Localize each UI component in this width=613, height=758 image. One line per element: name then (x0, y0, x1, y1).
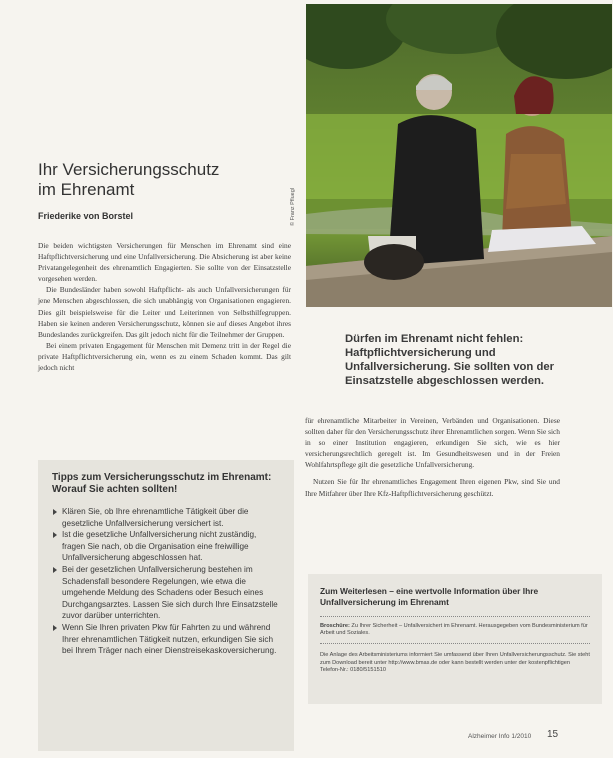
info-divider (320, 616, 590, 617)
brochure-text: Zu Ihrer Sicherheit – Unfallversichert im Ehrenamt. Herausgegeben vom Bundesministerium für Arbeit und Soziales. (320, 623, 588, 637)
pull-quote: Dürfen im Ehrenamt nicht fehlen: Haftpflichtversicherung und Unfallversicherung. Sie sollten von der Einsatzstelle abgeschlossen werden. (345, 333, 555, 387)
title-line-1: Ihr Versicherungsschutz (38, 160, 220, 179)
info-divider (320, 643, 590, 644)
couple-bench-photo (306, 4, 612, 307)
right-paragraph-1: für ehrenamtliche Mitarbeiter in Vereinen, Verbänden und Organisationen. Diese sollten daher für den Versicherungsschutz ihrer Ehrenamtlichen sorgen. Wenn Sie sich in so einer Institution engagieren, erkundigen Sie sich, wie es hier versicherungsrechtlich geregelt ist. Im Gesundheitswesen und in der Freien Wohlfahrtspflege gilt die gesetzliche Unfallversicherung. (305, 416, 560, 470)
left-column-text (38, 240, 291, 373)
photo-credit: © Franz Pfluegl (290, 188, 296, 226)
article-title (38, 160, 288, 200)
right-paragraph-2: Nutzen Sie für Ihr ehrenamtliches Engagement Ihren eigenen Pkw, sind Sie und Ihre Mitfahrer über Ihre Kfz-Haftpflichtversicherung geschützt. (305, 477, 560, 498)
further-reading-box (308, 574, 602, 704)
article-author: Friederike von Borstel (38, 211, 134, 221)
page-number: 15 (547, 729, 559, 740)
left-paragraph-2: Die Bundesländer haben sowohl Haftpflicht- als auch Unfallversicherungen für jene Menschen abgeschlossen, die sich unabhängig von Organisationen engagieren. Dies gilt beispielsweise für die Leiter und Leiterinnen von Selbsthilfegruppen. Haben sie keinen anderen Versicherungsschutz, können sie auf dieses Angebot ihres Bundeslandes zurückgreifen. Das gilt jedoch nicht für die Teilnehmer der Gruppen. (38, 285, 291, 339)
brochure-label: Broschüre: (320, 623, 350, 629)
title-line-2: im Ehrenamt (38, 180, 135, 199)
right-column-text (305, 415, 560, 499)
tips-item: Wenn Sie Ihren privaten Pkw für Fahrten zu und während Ihrer ehrenamtlichen Tätigkeit nutzen, erkundigen Sie sich bei Ihrem Träger nach einer Dienstreisekaskoversicherung. (52, 622, 280, 657)
brochure-reference (320, 623, 590, 637)
tips-item: Bei der gesetzlichen Unfallversicherung bestehen im Schadensfall besondere Regelungen, wie etwa die umgehende Meldung des Schadens oder Besuch eines Durchgangsarztes. Lassen Sie sich durch Ihre Einsatzstelle zuvor darüber unterrichten. (52, 564, 280, 622)
further-reading-title: Zum Weiterlesen – eine wertvolle Information über Ihre Unfallversicherung im Ehrenamt (320, 586, 539, 607)
left-paragraph-3: Bei einem privaten Engagement für Menschen mit Demenz tritt in der Regel die private Haftpflichtversicherung ein, wenn es zu einem Schaden kommt. Das gilt jedoch nicht (38, 340, 291, 373)
magazine-name: Alzheimer Info 1/2010 (468, 733, 532, 740)
tips-box (38, 460, 294, 751)
tips-title: Tipps zum Versicherungsschutz im Ehrenamt: Worauf Sie achten sollten! (52, 472, 272, 495)
tips-item: Klären Sie, ob Ihre ehrenamtliche Tätigkeit über die gesetzliche Unfallversicherung versichert ist. (52, 506, 280, 529)
left-paragraph-1: Die beiden wichtigsten Versicherungen für Menschen im Ehrenamt sind eine Haftpflichtversicherung und eine Unfallversicherung. Die Absicherung ist aber keine Privatangelegenheit des ehrenamtlich Engagierten. Sie sollte von der Einsatzstelle vorgesehen werden. (38, 241, 291, 284)
tips-item: Ist die gesetzliche Unfallversicherung nicht zuständig, fragen Sie nach, ob die Organisation eine freiwillige Unfallversicherung abgeschlossen hat. (52, 529, 280, 564)
tips-list (52, 506, 280, 657)
photo-illustration (306, 4, 612, 307)
brochure-note: Die Anlage des Arbeitsministeriums informiert Sie umfassend über Ihren Unfallversicherungsschutz. Sie steht zum Download bereit unter http://www.bmas.de oder kann bestellt werden unter der kostenpflichtigen Telefon-Nr.: 0180/5151510 (320, 652, 590, 673)
